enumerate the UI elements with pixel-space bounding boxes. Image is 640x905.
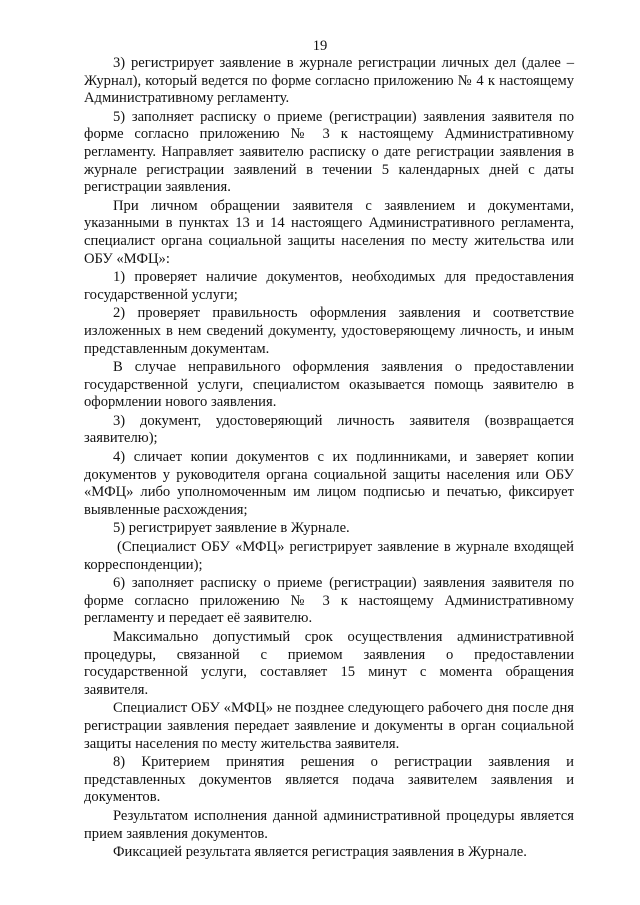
paragraph: В случае неправильного оформления заявления о предоставлении государственной услуги, специалистом оказывается помощь заявителю в оформлении нового заявления. bbox=[84, 359, 574, 411]
paragraph: 4) сличает копии документов с их подлинниками, и заверяет копии документов у руководителя органа социальной защиты населения или ОБУ «МФЦ» либо уполномоченным им лицом подписью и печатью, фиксирует выявленные расхождения; bbox=[84, 449, 574, 518]
paragraph: Специалист ОБУ «МФЦ» не позднее следующего рабочего дня после дня регистрации заявления передает заявление и документы в орган социальной защиты населения по месту жительства заявителя. bbox=[84, 700, 574, 752]
paragraph: (Специалист ОБУ «МФЦ» регистрирует заявление в журнале входящей корреспонденции); bbox=[84, 539, 574, 573]
page-body bbox=[84, 55, 574, 863]
paragraph: 2) проверяет правильность оформления заявления и соответствие изложенных в нем сведений документу, удостоверяющему личность, и иным представленным документам. bbox=[84, 305, 574, 357]
paragraph: 5) заполняет расписку о приеме (регистрации) заявления заявителя по форме согласно приложению № 3 к настоящему Административному регламенту. Направляет заявителю расписку о дате регистрации заявления в журнале регистрации заявлений в течении 5 календарных дней с даты регистрации заявления. bbox=[84, 108, 574, 196]
paragraph: 1) проверяет наличие документов, необходимых для предоставления государственной услуги; bbox=[84, 269, 574, 303]
page-number: 19 bbox=[312, 38, 328, 54]
paragraph: 5) регистрирует заявление в Журнале. bbox=[113, 520, 350, 537]
paragraph: При личном обращении заявителя с заявлением и документами, указанными в пунктах 13 и 14 настоящего Административного регламента, специалист органа социальной защиты населения по месту жительства или ОБУ «МФЦ»: bbox=[84, 197, 574, 267]
paragraph: Максимально допустимый срок осуществления административной процедуры, связанной с приемом заявления о предоставлении государственной услуги, составляет 15 минут с момента обращения заявителя. bbox=[84, 629, 574, 698]
paragraph: Фиксацией результата является регистрация заявления в Журнале. bbox=[113, 844, 527, 861]
paragraph: 3) документ, удостоверяющий личность заявителя (возвращается заявителю); bbox=[84, 412, 574, 447]
paragraph: Результатом исполнения данной административной процедуры является прием заявления документов. bbox=[84, 807, 574, 842]
paragraph: 6) заполняет расписку о приеме (регистрации) заявления заявителя по форме согласно приложению № 3 к настоящему Административному регламенту и передает её заявителю. bbox=[84, 575, 574, 627]
paragraph: 3) регистрирует заявление в журнале регистрации личных дел (далее – Журнал), который ведется по форме согласно приложению № 4 к настоящему Административному регламенту. bbox=[84, 55, 574, 107]
paragraph: 8) Критерием принятия решения о регистрации заявления и представленных документов является подача заявителем заявления и документов. bbox=[84, 754, 574, 806]
